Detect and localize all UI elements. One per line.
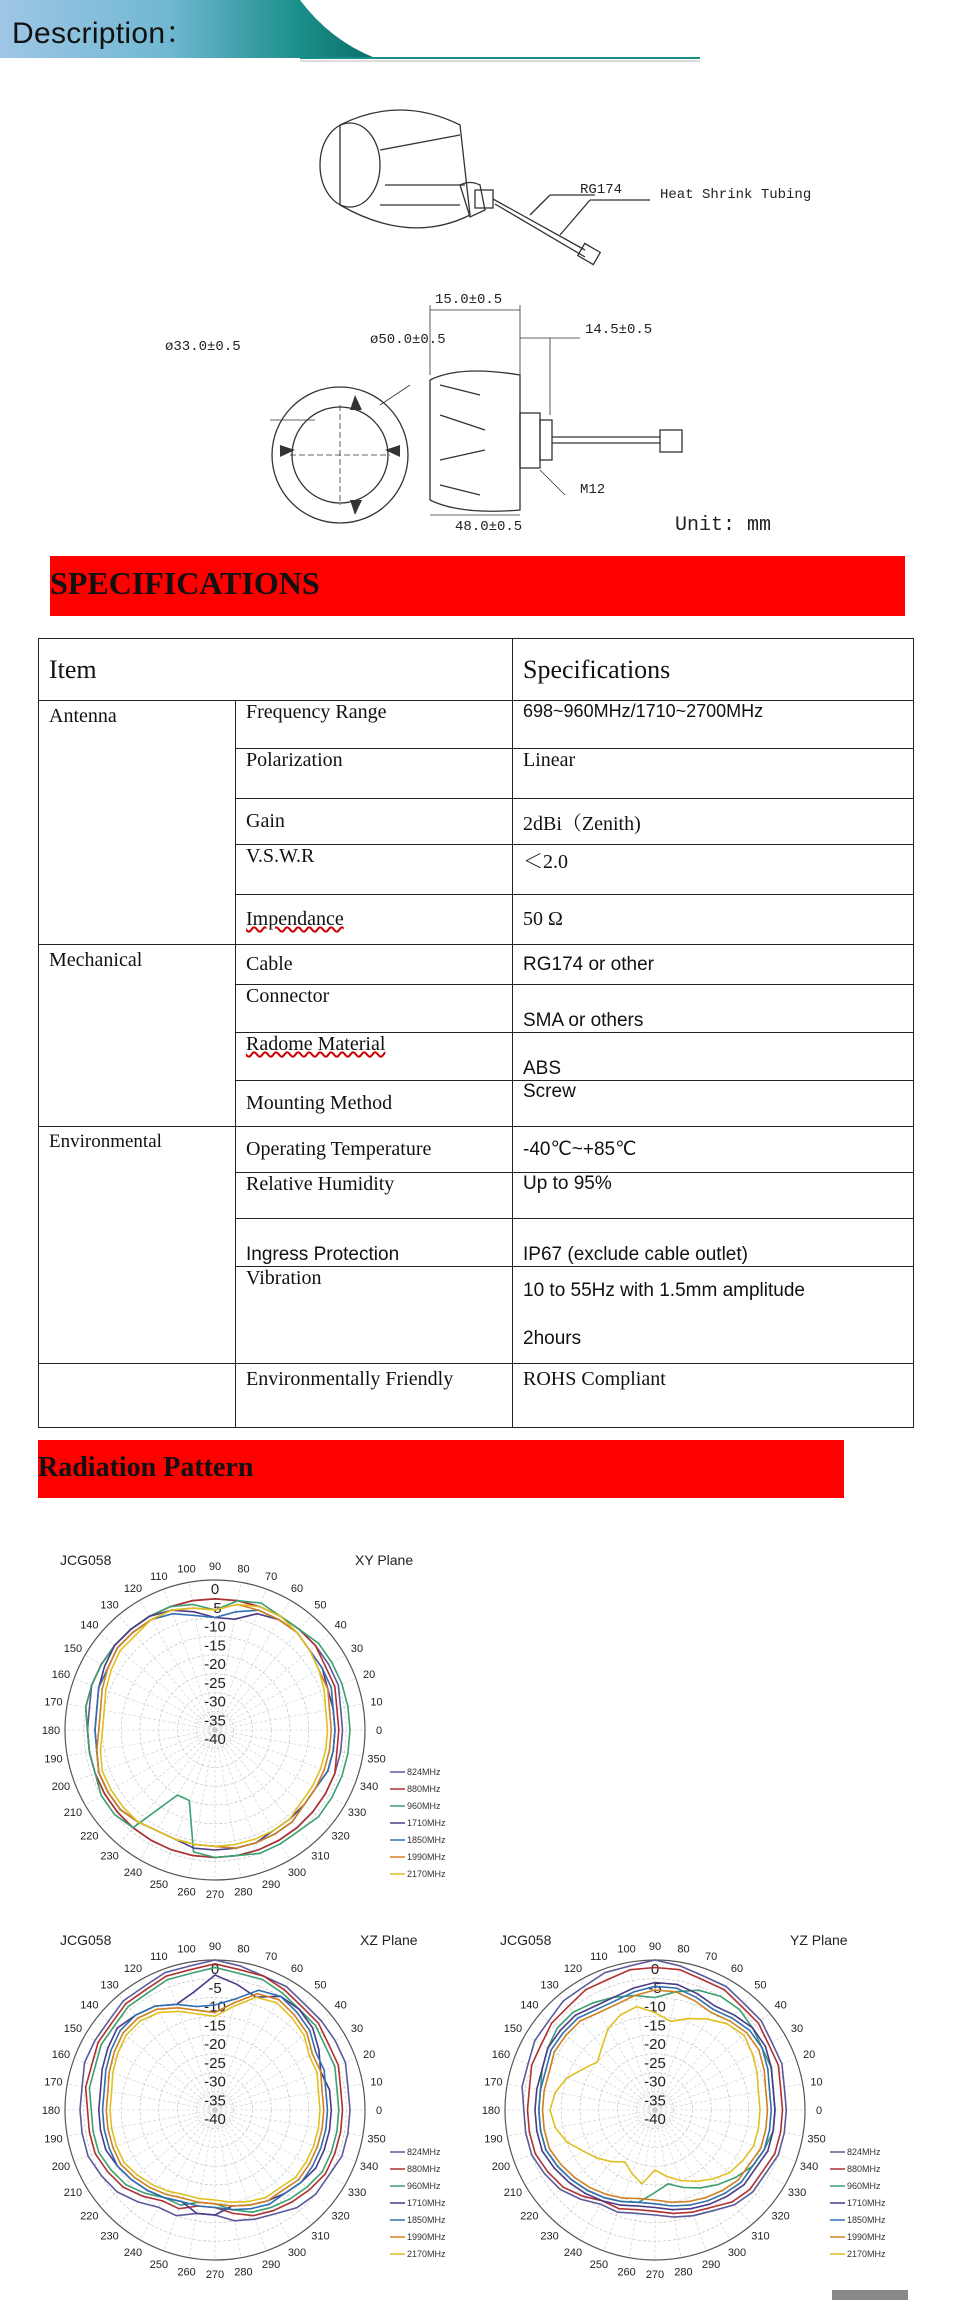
row-value: ＜2.0 bbox=[513, 845, 914, 895]
angle-label: 240 bbox=[123, 1867, 143, 1880]
angle-label: 110 bbox=[150, 1570, 168, 1583]
row-label: Vibration bbox=[236, 1267, 513, 1364]
vibration-line2: 2hours bbox=[523, 1328, 582, 1349]
heat-shrink-label: Heat Shrink Tubing bbox=[660, 187, 812, 203]
angle-label: 60 bbox=[730, 1962, 744, 1975]
table-row bbox=[39, 1364, 914, 1428]
legend-label: 2170MHz bbox=[407, 2249, 446, 2259]
plot-model-label: JCG058 bbox=[500, 1932, 552, 1948]
angle-label: 150 bbox=[63, 2023, 83, 2035]
legend-label: 1990MHz bbox=[407, 2232, 446, 2242]
vibration-line1: 10 to 55Hz with 1.5mm amplitude bbox=[523, 1280, 805, 1301]
legend-label: 824MHz bbox=[407, 2147, 441, 2157]
angle-label: 160 bbox=[491, 2048, 511, 2061]
angle-label: 140 bbox=[520, 1999, 539, 2012]
angle-label: 290 bbox=[261, 2259, 281, 2272]
row-value: 698~960MHz/1710~2700MHz bbox=[513, 701, 914, 749]
angle-label: 210 bbox=[503, 2187, 523, 2199]
legend-label: 880MHz bbox=[407, 2164, 441, 2174]
db-label: -15 bbox=[644, 2017, 666, 2035]
angle-label: 260 bbox=[617, 2266, 636, 2279]
row-value: 50 Ω bbox=[513, 895, 914, 945]
xz-plane-plot bbox=[40, 1920, 480, 2295]
angle-label: 210 bbox=[63, 2187, 83, 2199]
xy-plane-plot bbox=[40, 1540, 480, 1900]
angle-label: 350 bbox=[807, 2133, 826, 2146]
group-mechanical: Mechanical bbox=[39, 945, 236, 1127]
angle-label: 200 bbox=[491, 2161, 511, 2174]
angle-label: 220 bbox=[520, 2210, 539, 2223]
angle-label: 320 bbox=[771, 2210, 790, 2223]
db-label: 0 bbox=[210, 1961, 220, 1978]
legend-label: 960MHz bbox=[847, 2181, 881, 2191]
db-label: -20 bbox=[204, 2036, 226, 2053]
angle-label: 60 bbox=[290, 1582, 304, 1595]
dim-48-label: 48.0±0.5 bbox=[455, 519, 523, 535]
db-label: -15 bbox=[204, 2017, 226, 2035]
angle-label: 20 bbox=[362, 2048, 376, 2061]
angle-label: 270 bbox=[205, 1889, 225, 1900]
angle-label: 350 bbox=[367, 2133, 386, 2146]
angle-label: 100 bbox=[177, 1563, 196, 1576]
angle-label: 70 bbox=[704, 1950, 718, 1963]
angle-label: 130 bbox=[100, 1979, 119, 1992]
row-label: Radome Material bbox=[236, 1033, 513, 1081]
angle-label: 200 bbox=[51, 2161, 71, 2174]
antenna-drawing bbox=[140, 85, 840, 545]
db-label: -20 bbox=[204, 1656, 226, 1673]
row-label: Relative Humidity bbox=[236, 1173, 513, 1219]
angle-label: 30 bbox=[350, 2023, 364, 2035]
angle-label: 120 bbox=[563, 1962, 583, 1975]
angle-label: 250 bbox=[149, 1879, 169, 1892]
angle-label: 140 bbox=[80, 1619, 99, 1632]
angle-label: 200 bbox=[51, 1781, 71, 1794]
angle-label: 280 bbox=[234, 1886, 253, 1899]
row-value: Up to 95% bbox=[513, 1173, 914, 1219]
angle-label: 90 bbox=[208, 1941, 222, 1953]
angle-label: 120 bbox=[123, 1962, 143, 1975]
db-label: -5 bbox=[208, 1979, 222, 1997]
angle-label: 240 bbox=[563, 2247, 583, 2260]
db-label: -40 bbox=[644, 2111, 666, 2128]
angle-label: 340 bbox=[359, 2161, 379, 2174]
angle-label: 230 bbox=[540, 2230, 559, 2243]
angle-label: 160 bbox=[51, 1668, 71, 1681]
angle-label: 10 bbox=[370, 2076, 383, 2089]
angle-label: 320 bbox=[331, 1830, 350, 1843]
angle-label: 300 bbox=[727, 2247, 747, 2260]
angle-label: 290 bbox=[261, 1879, 281, 1892]
plot-model-label: JCG058 bbox=[60, 1552, 112, 1568]
db-label: -35 bbox=[204, 2092, 226, 2110]
row-label: Connector bbox=[236, 985, 513, 1033]
grid-spoke bbox=[215, 2110, 266, 2251]
db-label: -10 bbox=[204, 1998, 226, 2016]
angle-label: 10 bbox=[370, 1696, 383, 1709]
angle-label: 190 bbox=[44, 2133, 63, 2146]
angle-label: 190 bbox=[484, 2133, 503, 2146]
angle-label: 170 bbox=[44, 2076, 63, 2089]
legend-label: 824MHz bbox=[847, 2147, 881, 2157]
angle-label: 50 bbox=[314, 1979, 327, 1992]
angle-label: 80 bbox=[237, 1563, 250, 1576]
angle-label: 180 bbox=[481, 2105, 501, 2117]
row-label: Frequency Range bbox=[236, 701, 513, 749]
db-label: -20 bbox=[644, 2036, 666, 2053]
angle-label: 310 bbox=[751, 2230, 770, 2243]
angle-label: 0 bbox=[375, 2105, 383, 2117]
db-label: -10 bbox=[204, 1618, 226, 1636]
angle-label: 280 bbox=[674, 2266, 693, 2279]
unit-label: Unit: mm bbox=[675, 514, 772, 537]
plot-plane-label: XZ Plane bbox=[360, 1932, 418, 1948]
table-row bbox=[39, 701, 914, 749]
angle-label: 170 bbox=[484, 2076, 503, 2089]
row-value: -40℃~+85℃ bbox=[513, 1127, 914, 1173]
angle-label: 110 bbox=[590, 1950, 608, 1963]
angle-label: 50 bbox=[314, 1599, 327, 1612]
item-header: Item bbox=[39, 639, 513, 701]
angle-label: 260 bbox=[177, 1886, 196, 1899]
db-label: -10 bbox=[644, 1998, 666, 2016]
legend-label: 1710MHz bbox=[407, 1818, 446, 1828]
angle-label: 220 bbox=[80, 1830, 99, 1843]
angle-label: 210 bbox=[63, 1807, 83, 1819]
db-label: -30 bbox=[204, 1693, 226, 1711]
angle-label: 90 bbox=[648, 1941, 662, 1953]
grid-spoke bbox=[604, 2110, 655, 2251]
angle-label: 60 bbox=[290, 1962, 304, 1975]
row-value: 2dBi（Zenith) bbox=[513, 799, 914, 845]
angle-label: 80 bbox=[677, 1943, 690, 1956]
angle-label: 310 bbox=[311, 1850, 330, 1863]
grid-spoke bbox=[164, 2110, 215, 2251]
legend-label: 1850MHz bbox=[407, 1835, 446, 1845]
legend-label: 880MHz bbox=[407, 1784, 441, 1794]
angle-label: 340 bbox=[799, 2161, 819, 2174]
angle-label: 120 bbox=[123, 1582, 143, 1595]
angle-label: 130 bbox=[540, 1979, 559, 1992]
angle-label: 50 bbox=[754, 1979, 767, 1992]
row-value bbox=[513, 1267, 914, 1364]
row-value: IP67 (exclude cable outlet) bbox=[513, 1219, 914, 1267]
angle-label: 240 bbox=[123, 2247, 143, 2260]
angle-label: 300 bbox=[287, 2247, 307, 2260]
db-label: -35 bbox=[204, 1712, 226, 1730]
angle-label: 160 bbox=[51, 2048, 71, 2061]
plot-model-label: JCG058 bbox=[60, 1932, 112, 1948]
angle-label: 330 bbox=[347, 2187, 367, 2199]
dim-d33-label: ø33.0±0.5 bbox=[165, 339, 241, 355]
angle-label: 250 bbox=[589, 2259, 609, 2272]
angle-label: 340 bbox=[359, 1781, 379, 1794]
angle-label: 260 bbox=[177, 2266, 196, 2279]
row-label: Mounting Method bbox=[236, 1081, 513, 1127]
group-empty bbox=[39, 1364, 236, 1428]
angle-label: 150 bbox=[63, 1643, 83, 1655]
db-label: -40 bbox=[204, 2111, 226, 2128]
row-label: Cable bbox=[236, 945, 513, 985]
angle-label: 30 bbox=[790, 2023, 804, 2035]
row-label: V.S.W.R bbox=[236, 845, 513, 895]
specifications-title: SPECIFICATIONS bbox=[50, 565, 320, 601]
legend-label: 960MHz bbox=[407, 2181, 441, 2191]
angle-label: 90 bbox=[208, 1561, 222, 1573]
angle-label: 100 bbox=[617, 1943, 636, 1956]
angle-label: 0 bbox=[815, 2105, 823, 2117]
legend-label: 960MHz bbox=[407, 1801, 441, 1811]
row-value: Linear bbox=[513, 749, 914, 799]
angle-label: 40 bbox=[334, 1619, 347, 1632]
row-value: RG174 or other bbox=[513, 945, 914, 985]
angle-label: 230 bbox=[100, 2230, 119, 2243]
angle-label: 20 bbox=[362, 1668, 376, 1681]
table-row bbox=[39, 1127, 914, 1173]
row-value: Screw bbox=[513, 1081, 914, 1127]
db-label: 0 bbox=[210, 1581, 220, 1598]
angle-label: 130 bbox=[100, 1599, 119, 1612]
angle-label: 280 bbox=[234, 2266, 253, 2279]
angle-label: 70 bbox=[264, 1950, 278, 1963]
legend-label: 1710MHz bbox=[847, 2198, 886, 2208]
angle-label: 180 bbox=[41, 1725, 61, 1737]
angle-label: 230 bbox=[100, 1850, 119, 1863]
legend-label: 2170MHz bbox=[847, 2249, 886, 2259]
description-title: Description： bbox=[12, 17, 196, 50]
row-label: Ingress Protection bbox=[236, 1219, 513, 1267]
legend-label: 1990MHz bbox=[847, 2232, 886, 2242]
db-label: -40 bbox=[204, 1731, 226, 1748]
dim-15-label: 15.0±0.5 bbox=[435, 292, 503, 308]
db-label: -25 bbox=[204, 2054, 226, 2072]
row-label: Impendance bbox=[236, 895, 513, 945]
db-label: -25 bbox=[204, 1674, 226, 1692]
angle-label: 220 bbox=[80, 2210, 99, 2223]
db-label: -30 bbox=[204, 2073, 226, 2091]
angle-label: 70 bbox=[264, 1570, 278, 1583]
row-value: SMA or others bbox=[513, 985, 914, 1033]
legend-label: 1990MHz bbox=[407, 1852, 446, 1862]
spec-header: Specifications bbox=[513, 639, 914, 701]
legend-label: 880MHz bbox=[847, 2164, 881, 2174]
legend-label: 1850MHz bbox=[847, 2215, 886, 2225]
db-label: -5 bbox=[208, 1599, 222, 1617]
db-label: -15 bbox=[204, 1637, 226, 1655]
row-value: ABS bbox=[513, 1033, 914, 1081]
row-label: Environmentally Friendly bbox=[236, 1364, 513, 1428]
scroll-thumb[interactable] bbox=[832, 2290, 908, 2300]
plot-plane-label: YZ Plane bbox=[790, 1932, 848, 1948]
row-label: Operating Temperature bbox=[236, 1127, 513, 1173]
table-row bbox=[39, 945, 914, 985]
angle-label: 330 bbox=[787, 2187, 807, 2199]
radiation-title: Radiation Pattern bbox=[38, 1452, 254, 1483]
angle-label: 290 bbox=[701, 2259, 721, 2272]
angle-label: 110 bbox=[150, 1950, 168, 1963]
angle-label: 100 bbox=[177, 1943, 196, 1956]
group-antenna: Antenna bbox=[39, 701, 236, 945]
db-label: -5 bbox=[648, 1979, 662, 1997]
yz-plane-plot bbox=[480, 1920, 920, 2295]
angle-label: 40 bbox=[774, 1999, 787, 2012]
angle-label: 20 bbox=[802, 2048, 816, 2061]
dim-m12-label: M12 bbox=[580, 482, 606, 498]
dim-14-label: 14.5±0.5 bbox=[585, 322, 653, 338]
group-environmental: Environmental bbox=[39, 1127, 236, 1364]
angle-label: 180 bbox=[41, 2105, 61, 2117]
angle-label: 270 bbox=[205, 2269, 225, 2281]
row-label: Polarization bbox=[236, 749, 513, 799]
legend-label: 1850MHz bbox=[407, 2215, 446, 2225]
db-label: -35 bbox=[644, 2092, 666, 2110]
angle-label: 300 bbox=[287, 1867, 307, 1880]
angle-label: 80 bbox=[237, 1943, 250, 1956]
dim-d50-label: ø50.0±0.5 bbox=[370, 332, 446, 348]
legend-label: 2170MHz bbox=[407, 1869, 446, 1879]
db-label: -25 bbox=[644, 2054, 666, 2072]
angle-label: 40 bbox=[334, 1999, 347, 2012]
rg174-label: RG174 bbox=[580, 182, 623, 198]
angle-label: 150 bbox=[503, 2023, 523, 2035]
db-label: -30 bbox=[644, 2073, 666, 2091]
angle-label: 30 bbox=[350, 1643, 364, 1655]
angle-label: 310 bbox=[311, 2230, 330, 2243]
specifications-table bbox=[38, 638, 914, 1428]
angle-label: 140 bbox=[80, 1999, 99, 2012]
plot-plane-label: XY Plane bbox=[355, 1552, 414, 1568]
angle-label: 350 bbox=[367, 1753, 386, 1766]
antenna-body-perspective bbox=[340, 110, 470, 228]
table-header-row bbox=[39, 639, 914, 701]
angle-label: 190 bbox=[44, 1753, 63, 1766]
legend-label: 824MHz bbox=[407, 1767, 441, 1777]
angle-label: 330 bbox=[347, 1807, 367, 1819]
db-label: 0 bbox=[650, 1961, 660, 1978]
angle-label: 10 bbox=[810, 2076, 823, 2089]
angle-label: 270 bbox=[645, 2269, 665, 2281]
angle-label: 250 bbox=[149, 2259, 169, 2272]
angle-label: 0 bbox=[375, 1725, 383, 1737]
row-label: Gain bbox=[236, 799, 513, 845]
angle-label: 170 bbox=[44, 1696, 63, 1709]
legend-label: 1710MHz bbox=[407, 2198, 446, 2208]
antenna-body-side bbox=[430, 371, 520, 511]
row-value: ROHS Compliant bbox=[513, 1364, 914, 1428]
angle-label: 320 bbox=[331, 2210, 350, 2223]
